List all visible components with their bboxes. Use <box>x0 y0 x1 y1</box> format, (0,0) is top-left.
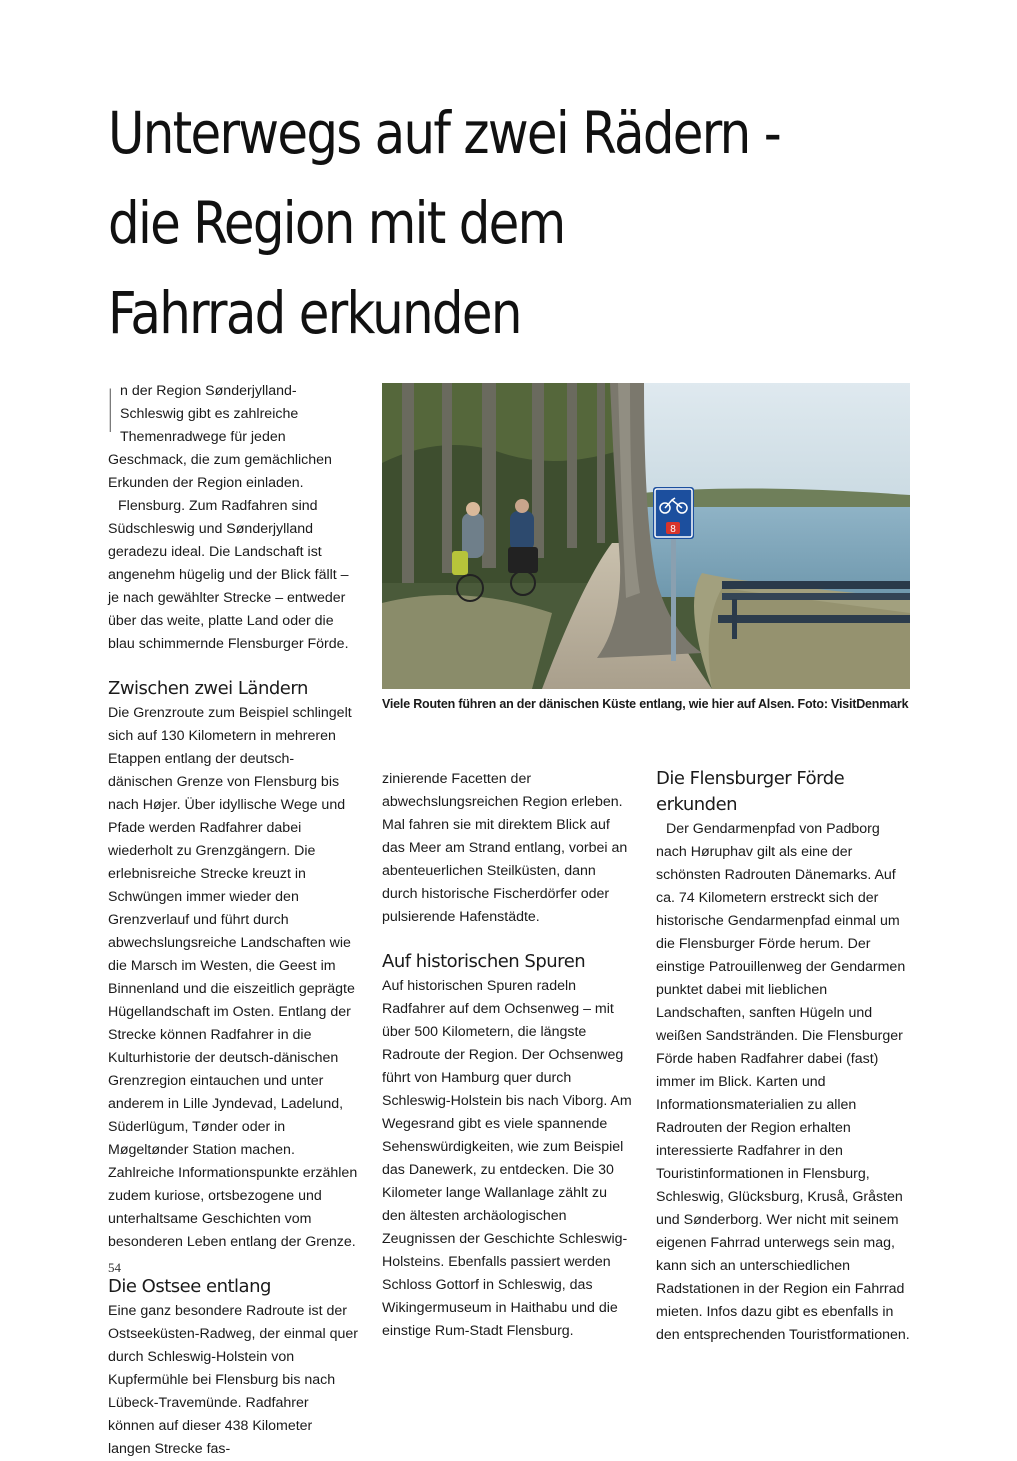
column-left <box>108 377 358 1461</box>
cycling-photo <box>382 383 910 689</box>
section-heading-ostsee: Die Ostsee entlang <box>108 1276 271 1297</box>
title-line-1: Unterwegs auf zwei Rädern - <box>108 99 780 167</box>
section-heading-historisch: Auf historischen Spuren <box>382 951 586 972</box>
section-body-ostsee-continued: zinierende Facetten der abwechslungsreichen Region erleben. Mal fahren sie mit direktem Blick auf das Meer am Strand entlang, vorbei an abenteuerlichen Steilküsten, dann durch historische Fischerdörfer oder pulsierende Hafenstädte. <box>382 771 628 925</box>
section-body-zwischen: Die Grenzroute zum Beispiel schlingelt sich auf 130 Kilometern in mehreren Etappen entlang der deutsch-dänischen Grenze von Flensburg bis nach Højer. Über idyllische Wege und Pfade werden Radfahrer dabei wiederholt zu Grenzgängern. Die erlebnisreiche Strecke kreuzt in Schwüngen immer wieder den Grenzverlauf und führt durch abwechslungsreiche Landschaften wie die Marsch im Westen, die Geest im Binnenland und die eiszeitlich geprägte Hügellandschaft im Osten. Entlang der Strecke können Radfahrer in die Kulturhistorie der deutsch-dänischen Grenzregion eintauchen und unter anderem in Lille Jyndevad, Ladelund, Süderlügum, Tønder oder in Møgeltønder Station machen. Zahlreiche Informationspunkte erzählen zudem kuriose, ortsbezogene und unterhaltsame Geschichten vom besonderen Leben entlang der Grenze. <box>108 705 358 1250</box>
title-line-2: die Region mit dem <box>108 189 565 257</box>
section-body-historisch: Auf historischen Spuren radeln Radfahrer auf dem Ochsenweg – mit über 500 Kilometern, die längste Radroute der Region. Der Ochsenweg führt von Hamburg quer durch Schleswig-Holstein bis nach Viborg. Am Wegesrand gibt es viele spannende Sehenswürdigkeiten, wie zum Beispiel das Danewerk, zu entdecken. Die 30 Kilometer lange Wallanlage zählt zu den ältesten archäologischen Zeugnissen der Geschichte Schleswig-Holsteins. Ebenfalls passiert werden Schloss Gottorf in Schleswig, das Wikingermuseum in Haithabu und die einstige Rum-Stadt Flensburg. <box>382 978 632 1339</box>
page-number: 54 <box>108 1260 121 1275</box>
column-middle <box>382 768 632 1343</box>
column-right <box>656 766 912 1347</box>
photo-caption: Viele Routen führen an der dänischen Küste entlang, wie hier auf Alsen. Foto: VisitDenmark <box>382 697 909 711</box>
title-line-3: Fahrrad erkunden <box>108 279 521 347</box>
route-number: 8 <box>670 524 676 535</box>
page-title <box>108 88 796 358</box>
intro-paragraph-2: Flensburg. Zum Radfahren sind Südschleswig und Sønderjylland geradezu ideal. Die Landschaft ist angenehm hügelig und der Blick fällt – je nach gewählter Strecke – entweder über das weite, platte Land oder die blau schimmernde Flensburger Förde. <box>108 498 349 652</box>
section-body-foerde: Der Gendarmenpfad von Padborg nach Høruphav gilt als eine der schönsten Radrouten Dänemarks. Auf ca. 74 Kilometern erstreckt sich der historische Gendarmenpfad einmal um die Flensburger Förde herum. Der einstige Patrouillenweg der Gendarmen punktet dabei mit lieblichen Landschaften, sanften Hügeln und weißen Sandstränden. Die Flensburger Förde haben Radfahrer dabei (fast) immer im Blick. Karten und Informationsmaterialien zu allen Radrouten der Region erhalten interessierte Radfahrer in den Touristinformationen in Flensburg, Schleswig, Glücksburg, Kruså, Gråsten und Sønderborg. Wer nicht mit seinem eigenen Fahrrad unterwegs sein mag, kann sich an unterschiedlichen Radstationen in der Region ein Fahrrad mieten. Infos dazu gibt es ebenfalls in den entsprechenden Touristformationen. <box>656 821 910 1343</box>
section-heading-zwischen: Zwischen zwei Ländern <box>108 678 308 699</box>
drop-cap: I <box>108 377 113 447</box>
intro-paragraph <box>108 377 358 495</box>
section-heading-foerde: Die Flensburger Förde erkunden <box>656 768 845 815</box>
intro-text: n der Region Sønderjylland-Schleswig gibt es zahlreiche Themenradwege für jeden Geschmack, die zum gemächlichen Erkunden der Region einladen. <box>108 383 332 491</box>
section-body-ostsee: Eine ganz besondere Radroute ist der Ostseeküsten-Radweg, der einmal quer durch Schleswig-Holstein von Kupfermühle bei Flensburg bis nach Lübeck-Travemünde. Radfahrer können auf dieser 438 Kilometer langen Strecke fas- <box>108 1303 358 1457</box>
